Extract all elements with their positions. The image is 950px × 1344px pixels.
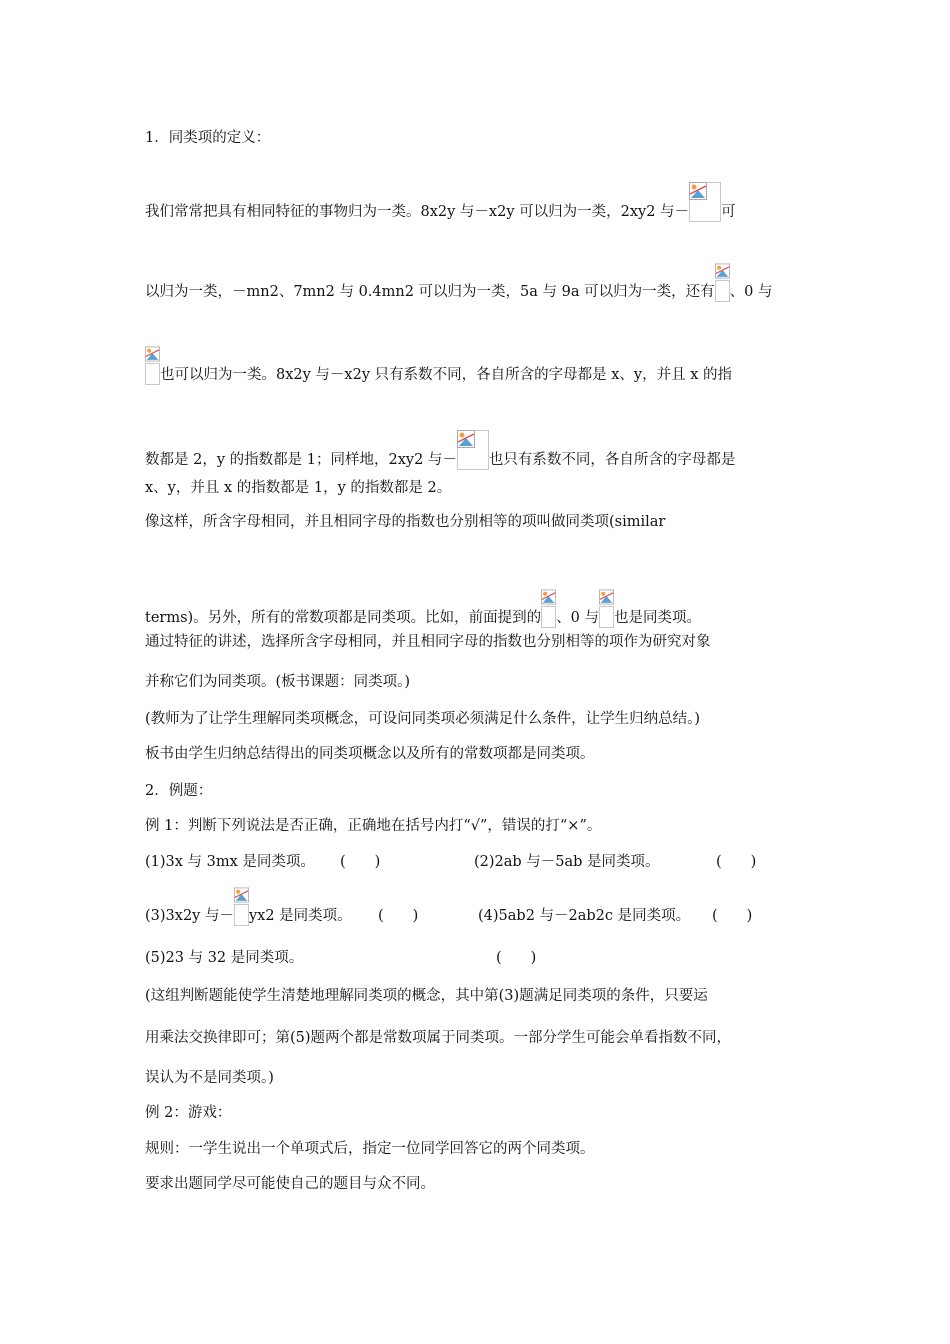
broken-image-icon xyxy=(541,588,556,628)
section-heading: 2．例题： xyxy=(145,783,213,799)
text: 也是同类项。 xyxy=(614,610,702,626)
answer-bracket: ( ) xyxy=(496,950,537,966)
broken-image-icon xyxy=(599,588,614,628)
broken-image-icon xyxy=(689,182,721,222)
answer-bracket: ( ) xyxy=(340,854,381,870)
question-1: (1)3x 与 3mx 是同类项。 xyxy=(145,854,315,870)
example-title: 例 1：判断下列说法是否正确，正确地在括号内打“√”，错误的打“×”。 xyxy=(145,818,602,834)
text: 以归为一类，－mn2、7mn2 与 0.4mn2 可以归为一类，5a 与 9a 可以归为一类，还有 xyxy=(145,284,715,300)
text: 数都是 2，y 的指数都是 1；同样地，2xy2 与－ xyxy=(145,452,457,468)
text: 、0 与 xyxy=(556,610,600,626)
paragraph-line xyxy=(145,182,736,222)
text: 也只有系数不同，各自所含的字母都是 xyxy=(488,452,736,468)
paragraph-line xyxy=(145,262,772,302)
paragraph-line: 误认为不是同类项。) xyxy=(145,1070,274,1086)
answer-bracket: ( ) xyxy=(716,854,757,870)
example-title: 例 2：游戏： xyxy=(145,1105,232,1121)
paragraph-line: 像这样，所含字母相同，并且相同字母的指数也分别相等的项叫做同类项(similar xyxy=(145,514,666,530)
broken-image-icon xyxy=(715,262,730,302)
text: 我们常常把具有相同特征的事物归为一类。8x2y 与－x2y 可以归为一类，2xy2 与－ xyxy=(145,204,690,220)
answer-bracket: ( ) xyxy=(712,908,753,924)
section-heading: 1．同类项的定义： xyxy=(145,130,271,146)
text: yx2 是同类项。 xyxy=(248,908,352,924)
text: terms)。另外，所有的常数项都是同类项。比如，前面提到的 xyxy=(145,610,542,626)
paragraph-line: 用乘法交换律即可；第(5)题两个都是常数项属于同类项。一部分学生可能会单看指数不同， xyxy=(145,1030,732,1046)
broken-image-icon xyxy=(145,345,160,385)
paragraph-line: x、y，并且 x 的指数都是 1，y 的指数都是 2。 xyxy=(145,480,452,496)
paragraph-line: 规则：一学生说出一个单项式后，指定一位同学回答它的两个同类项。 xyxy=(145,1141,595,1157)
paragraph-line: 并称它们为同类项。(板书课题：同类项。) xyxy=(145,674,411,690)
question-2: (2)2ab 与－5ab 是同类项。 xyxy=(474,854,660,870)
answer-bracket: ( ) xyxy=(378,908,419,924)
broken-image-icon xyxy=(457,430,489,470)
paragraph-line: 要求出题同学尽可能使自己的题目与众不同。 xyxy=(145,1176,435,1192)
text: (3)3x2y 与－ xyxy=(145,908,234,924)
text: 、0 与 xyxy=(729,284,773,300)
paragraph-line xyxy=(145,345,732,385)
paragraph-line: 板书由学生归纳总结得出的同类项概念以及所有的常数项都是同类项。 xyxy=(145,746,595,762)
paragraph-line: (教师为了让学生理解同类项概念，可设问同类项必须满足什么条件，让学生归纳总结。) xyxy=(145,711,701,727)
broken-image-icon xyxy=(234,886,249,926)
paragraph-line: (这组判断题能使学生清楚地理解同类项的概念，其中第(3)题满足同类项的条件，只要运 xyxy=(145,988,708,1004)
question-5: (5)23 与 32 是同类项。 xyxy=(145,950,304,966)
paragraph-line: 通过特征的讲述，选择所含字母相同，并且相同字母的指数也分别相等的项作为研究对象 xyxy=(145,634,711,650)
text: 也可以归为一类。8x2y 与－x2y 只有系数不同，各自所含的字母都是 x、y，并且 x 的指 xyxy=(160,367,733,383)
question-3 xyxy=(145,886,352,926)
paragraph-line xyxy=(145,430,735,470)
text: 可 xyxy=(721,204,736,220)
question-4: (4)5ab2 与－2ab2c 是同类项。 xyxy=(478,908,691,924)
paragraph-line xyxy=(145,588,701,628)
